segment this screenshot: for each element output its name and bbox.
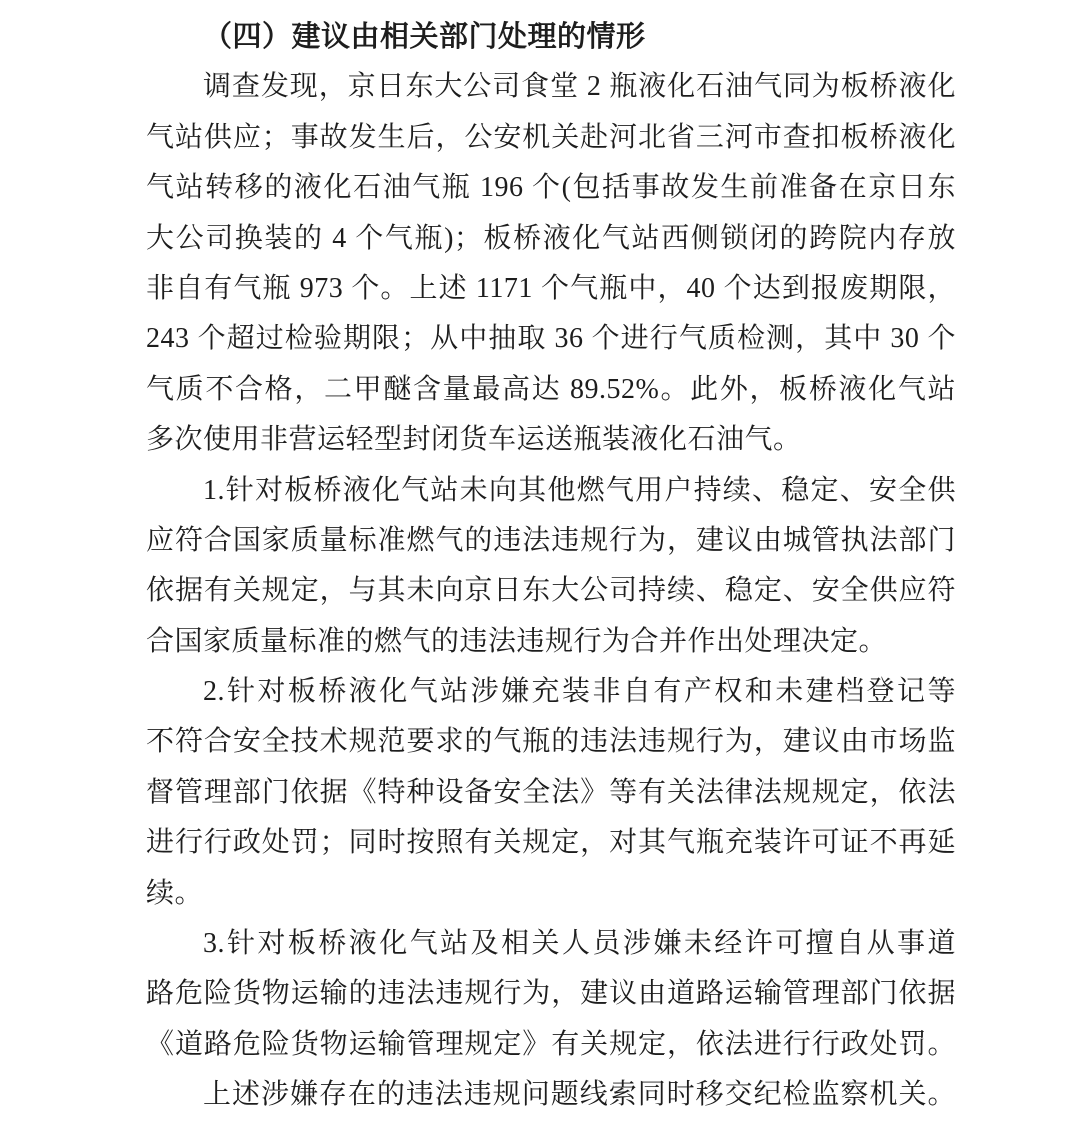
- paragraph-line: 应符合国家质量标准燃气的违法违规行为，建议由城管执法部门: [146, 524, 956, 556]
- paragraph-line: 《道路危险货物运输管理规定》有关规定，依法进行行政处罚。: [146, 1028, 956, 1060]
- paragraph-line: 243 个超过检验期限；从中抽取 36 个进行气质检测，其中 30 个: [146, 323, 956, 355]
- paragraph-line: 依据有关规定，与其未向京日东大公司持续、稳定、安全供应符: [146, 575, 956, 607]
- section-heading: （四）建议由相关部门处理的情形: [203, 21, 646, 53]
- paragraph-line: 督管理部门依据《特种设备安全法》等有关法律法规规定，依法: [146, 776, 956, 808]
- paragraph-line: 调查发现，京日东大公司食堂 2 瓶液化石油气同为板桥液化: [203, 71, 956, 103]
- paragraph-line: 非自有气瓶 973 个。上述 1171 个气瓶中，40 个达到报废期限，: [146, 272, 956, 304]
- paragraph-line: 大公司换装的 4 个气瓶)；板桥液化气站西侧锁闭的跨院内存放: [146, 222, 956, 254]
- paragraph-line: 气质不合格，二甲醚含量最高达 89.52%。此外，板桥液化气站: [146, 373, 956, 405]
- paragraph-line: 进行行政处罚；同时按照有关规定，对其气瓶充装许可证不再延: [146, 827, 956, 859]
- paragraph-line: 合国家质量标准的燃气的违法违规行为合并作出处理决定。: [146, 625, 888, 657]
- paragraph-line: 气站转移的液化石油气瓶 196 个(包括事故发生前准备在京日东: [146, 172, 956, 204]
- paragraph-line: 多次使用非营运轻型封闭货车运送瓶装液化石油气。: [146, 424, 802, 456]
- paragraph-line: 不符合安全技术规范要求的气瓶的违法违规行为，建议由市场监: [146, 726, 956, 758]
- paragraph-line: 1.针对板桥液化气站未向其他燃气用户持续、稳定、安全供: [203, 474, 956, 506]
- paragraph-line: 3.针对板桥液化气站及相关人员涉嫌未经许可擅自从事道: [203, 928, 956, 960]
- document-text-block: [146, 12, 956, 1121]
- paragraph-line: 上述涉嫌存在的违法违规问题线索同时移交纪检监察机关。: [203, 1079, 956, 1111]
- paragraph-line: 气站供应；事故发生后，公安机关赴河北省三河市查扣板桥液化: [146, 121, 956, 153]
- paragraph-line: 路危险货物运输的违法违规行为，建议由道路运输管理部门依据: [146, 978, 956, 1010]
- paragraph-line: 续。: [146, 877, 204, 909]
- paragraph-line: 2.针对板桥液化气站涉嫌充装非自有产权和未建档登记等: [203, 676, 956, 708]
